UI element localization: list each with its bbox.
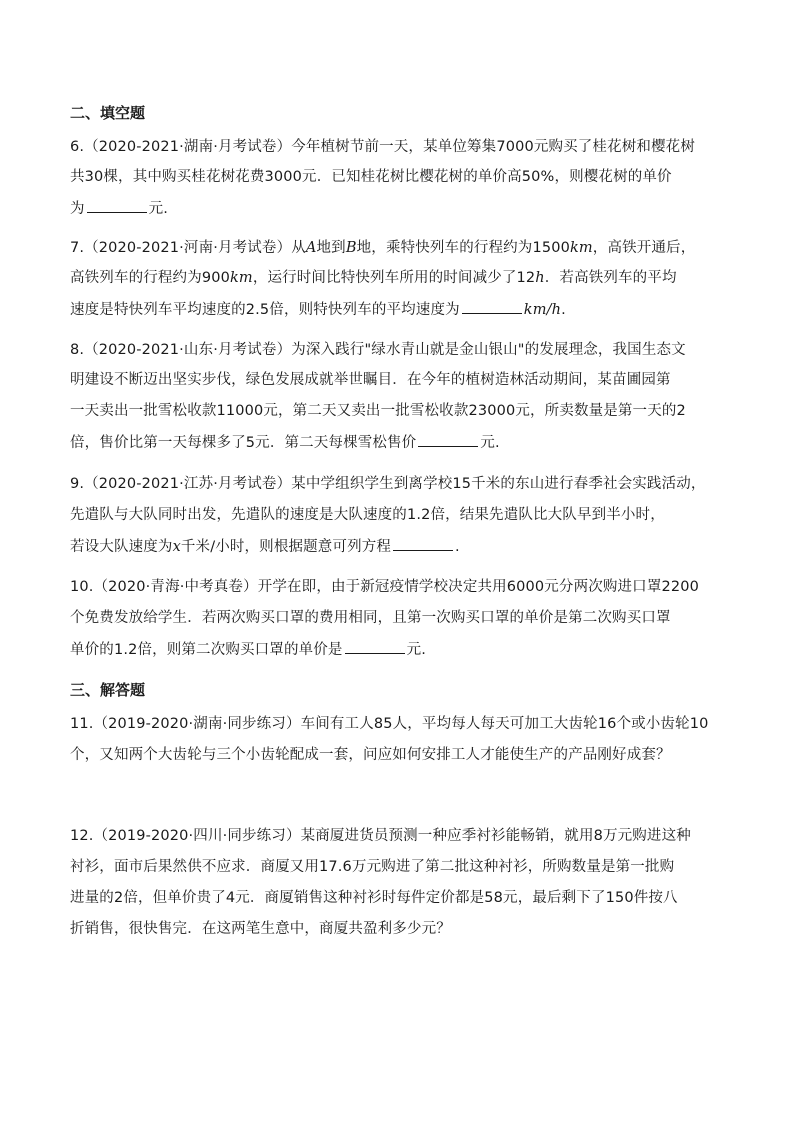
q12-line-1: 12.（2019-2020·四川·同步练习）某商厦进货员预测一种应季衬衫能畅销，就用8万元购进这种 <box>70 828 691 844</box>
q8-line-4 <box>70 432 500 453</box>
math-unit: km <box>229 270 253 286</box>
text: 元. <box>148 201 169 217</box>
q7-line-1 <box>70 238 695 258</box>
section-title-fill-blank: 二、填空题 <box>70 104 146 122</box>
math-var: x <box>172 539 181 555</box>
math-var: B <box>345 240 357 256</box>
q7-line-2 <box>70 268 677 288</box>
math-unit: km/h <box>523 302 562 318</box>
q8-line-3: 一天卖出一批雪松收款11000元，第二天又卖出一批雪松收款23000元，所卖数量是第一天的2 <box>70 403 686 419</box>
q12-line-4: 折销售，很快售完．在这两笔生意中，商厦共盈利多少元？ <box>70 921 451 937</box>
text: . <box>561 302 566 318</box>
answer-blank[interactable] <box>393 536 453 551</box>
q12-line-3: 进量的2倍，但单价贵了4元．商厦销售这种衬衫时每件定价都是58元，最后剩下了150件按八 <box>70 890 678 906</box>
text: 若设大队速度为 <box>70 539 173 555</box>
text: 元. <box>406 642 426 658</box>
text: ，高铁开通后， <box>592 240 696 256</box>
q9-line-3 <box>70 536 460 557</box>
text: ．若高铁列车的平均 <box>544 270 677 286</box>
text: 倍，售价比第一天每棵多了5元．第二天每棵雪松售价 <box>70 435 417 451</box>
math-unit: h <box>535 270 545 286</box>
q8-line-2: 明建设不断迈出坚实步伐，绿色发展成就举世瞩目．在今年的植树造林活动期间，某苗圃园第 <box>70 372 671 388</box>
answer-blank[interactable] <box>345 639 405 654</box>
q10-line-2: 个免费发放给学生．若两次购买口罩的费用相同，且第一次购买口罩的单价是第二次购买口罩 <box>70 610 671 626</box>
text: 地到 <box>316 240 346 256</box>
text: 高铁列车的行程约为900 <box>70 270 230 286</box>
q7-line-3 <box>70 299 566 320</box>
text: 元. <box>480 435 500 451</box>
math-unit: km <box>569 240 593 256</box>
q6-line-1: 6.（2020-2021·湖南·月考试卷）今年植树节前一天，某单位筹集7000元购买了桂花树和樱花树 <box>70 139 695 155</box>
q6-line-2: 共30棵，其中购买桂花树花费3000元．已知桂花树比樱花树的单价高50%，则樱花树的单价 <box>70 169 672 185</box>
q12-line-2: 衬衫，面市后果然供不应求．商厦又用17.6万元购进了第二批这种衬衫，所购数量是第一批购 <box>70 859 675 875</box>
text: . <box>455 539 460 555</box>
text: 千米/小时，则根据题意可列方程 <box>180 539 392 555</box>
answer-blank[interactable] <box>87 198 147 213</box>
text: ，运行时间比特快列车所用的时间减少了12 <box>252 270 536 286</box>
q10-line-1: 10.（2020·青海·中考真卷）开学在即，由于新冠疫情学校决定共用6000元分两次购进口罩2200 <box>70 579 699 595</box>
section-title-solve: 三、解答题 <box>70 681 146 699</box>
answer-blank[interactable] <box>462 299 522 314</box>
text: 为 <box>70 201 85 217</box>
math-var: A <box>305 240 317 256</box>
answer-blank[interactable] <box>418 432 478 447</box>
q11-line-2: 个，又知两个大齿轮与三个小齿轮配成一套，问应如何安排工人才能使生产的产品刚好成套？ <box>70 747 671 763</box>
text: 地，乘特快列车的行程约为1500 <box>356 240 570 256</box>
q11-line-1: 11.（2019-2020·湖南·同步练习）车间有工人85人，平均每人每天可加工大齿轮16个或小齿轮10 <box>70 716 709 732</box>
text: 7.（2020-2021·河南·月考试卷）从 <box>70 240 306 256</box>
text: 单价的1.2倍，则第二次购买口罩的单价是 <box>70 642 343 658</box>
q9-line-2: 先遣队与大队同时出发，先遣队的速度是大队速度的1.2倍，结果先遣队比大队早到半小时， <box>70 507 665 523</box>
q10-line-3 <box>70 639 426 660</box>
q8-line-1: 8.（2020-2021·山东·月考试卷）为深入践行"绿水青山就是金山银山"的发展理念，我国生态文 <box>70 342 686 358</box>
q9-line-1: 9.（2020-2021·江苏·月考试卷）某中学组织学生到离学校15千米的东山进行春季社会实践活动， <box>70 476 706 492</box>
q6-line-3 <box>70 198 168 219</box>
text: 速度是特快列车平均速度的2.5倍，则特快列车的平均速度为 <box>70 302 460 318</box>
